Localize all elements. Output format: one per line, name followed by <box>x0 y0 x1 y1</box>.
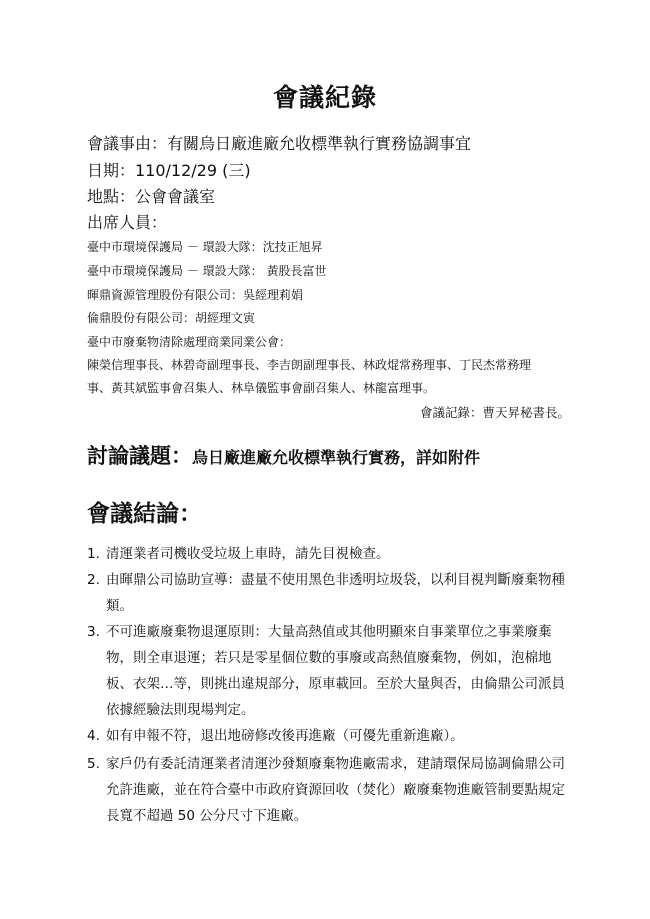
item-text: 由暉鼎公司協助宣導：盡量不使用黑色非透明垃圾袋，以利目視判斷廢棄物種類。 <box>106 572 565 614</box>
recorder-note: 會議記錄：曹天昇秘書長。 <box>419 405 570 420</box>
meeting-subject: 會議事由：有關烏日廠進廠允收標準執行實務協調事宜 <box>87 134 472 153</box>
attendee-line: 倫鼎股份有限公司：胡經理文寅 <box>87 311 256 325</box>
attendee-line: 臺中市環境保護局 － 環設大隊： 黃股長富世 <box>87 264 327 278</box>
conclusion-item <box>87 567 577 619</box>
attendee-line: 事、黃其斌監事會召集人、林阜儀監事會副召集人、林龍富理事。 <box>87 381 436 395</box>
topic-text: 烏日廠進廠允收標準執行實務，詳如附件 <box>192 448 481 467</box>
conclusion-item <box>87 619 577 723</box>
item-number: 2. <box>87 572 100 588</box>
discussion-topic <box>87 440 480 470</box>
item-number: 1. <box>87 546 100 562</box>
attendees-label: 出席人員： <box>87 213 168 232</box>
document-title: 會議紀錄 <box>272 83 377 112</box>
item-text: 不可進廠廢棄物退運原則：大量高熱值或其他明顯來自事業單位之事業廢棄物，則全車退運；若只是零星個位數的事廢或高熱值廢棄物，例如，泡棉地板、衣架…等，則挑出違規部分，原車載回。至於大量與否，由倫鼎公司派員依據經驗法則現場判定。 <box>106 624 565 718</box>
attendee-line: 陳榮信理事長、林碧奇副理事長、李吉朗副理事長、林政焜常務理事、丁民杰常務理 <box>87 358 532 372</box>
attendee-line: 暉鼎資源管理股份有限公司：吳經理莉娟 <box>87 288 304 302</box>
meeting-date: 日期：110/12/29 (三) <box>87 161 251 180</box>
item-text: 家戶仍有委託清運業者清運沙發類廢棄物進廠需求，建請環保局協調倫鼎公司允許進廠，並在符合臺中市政府資源回收（焚化）廠廢棄物進廠管制要點規定長寬不超過 50 公分尺寸下進廠。 <box>106 756 565 824</box>
conclusion-item <box>87 751 577 829</box>
conclusion-item <box>87 723 577 749</box>
attendee-line: 臺中市環境保護局 － 環設大隊：沈技正旭昇 <box>87 240 323 254</box>
conclusion-item <box>87 541 577 567</box>
conclusion-heading: 會議結論： <box>87 501 202 527</box>
item-text: 如有申報不符，退出地磅修改後再進廠（可優先重新進廠）。 <box>106 728 464 744</box>
topic-label: 討論議題： <box>87 444 192 468</box>
attendee-line: 臺中市廢棄物清除處理商業同業公會： <box>87 335 292 349</box>
item-number: 4. <box>87 728 100 744</box>
meeting-location: 地點：公會會議室 <box>87 187 216 206</box>
item-text: 清運業者司機收受垃圾上車時，請先目視檢查。 <box>106 546 390 562</box>
item-number: 3. <box>87 624 100 640</box>
item-number: 5. <box>87 756 100 772</box>
